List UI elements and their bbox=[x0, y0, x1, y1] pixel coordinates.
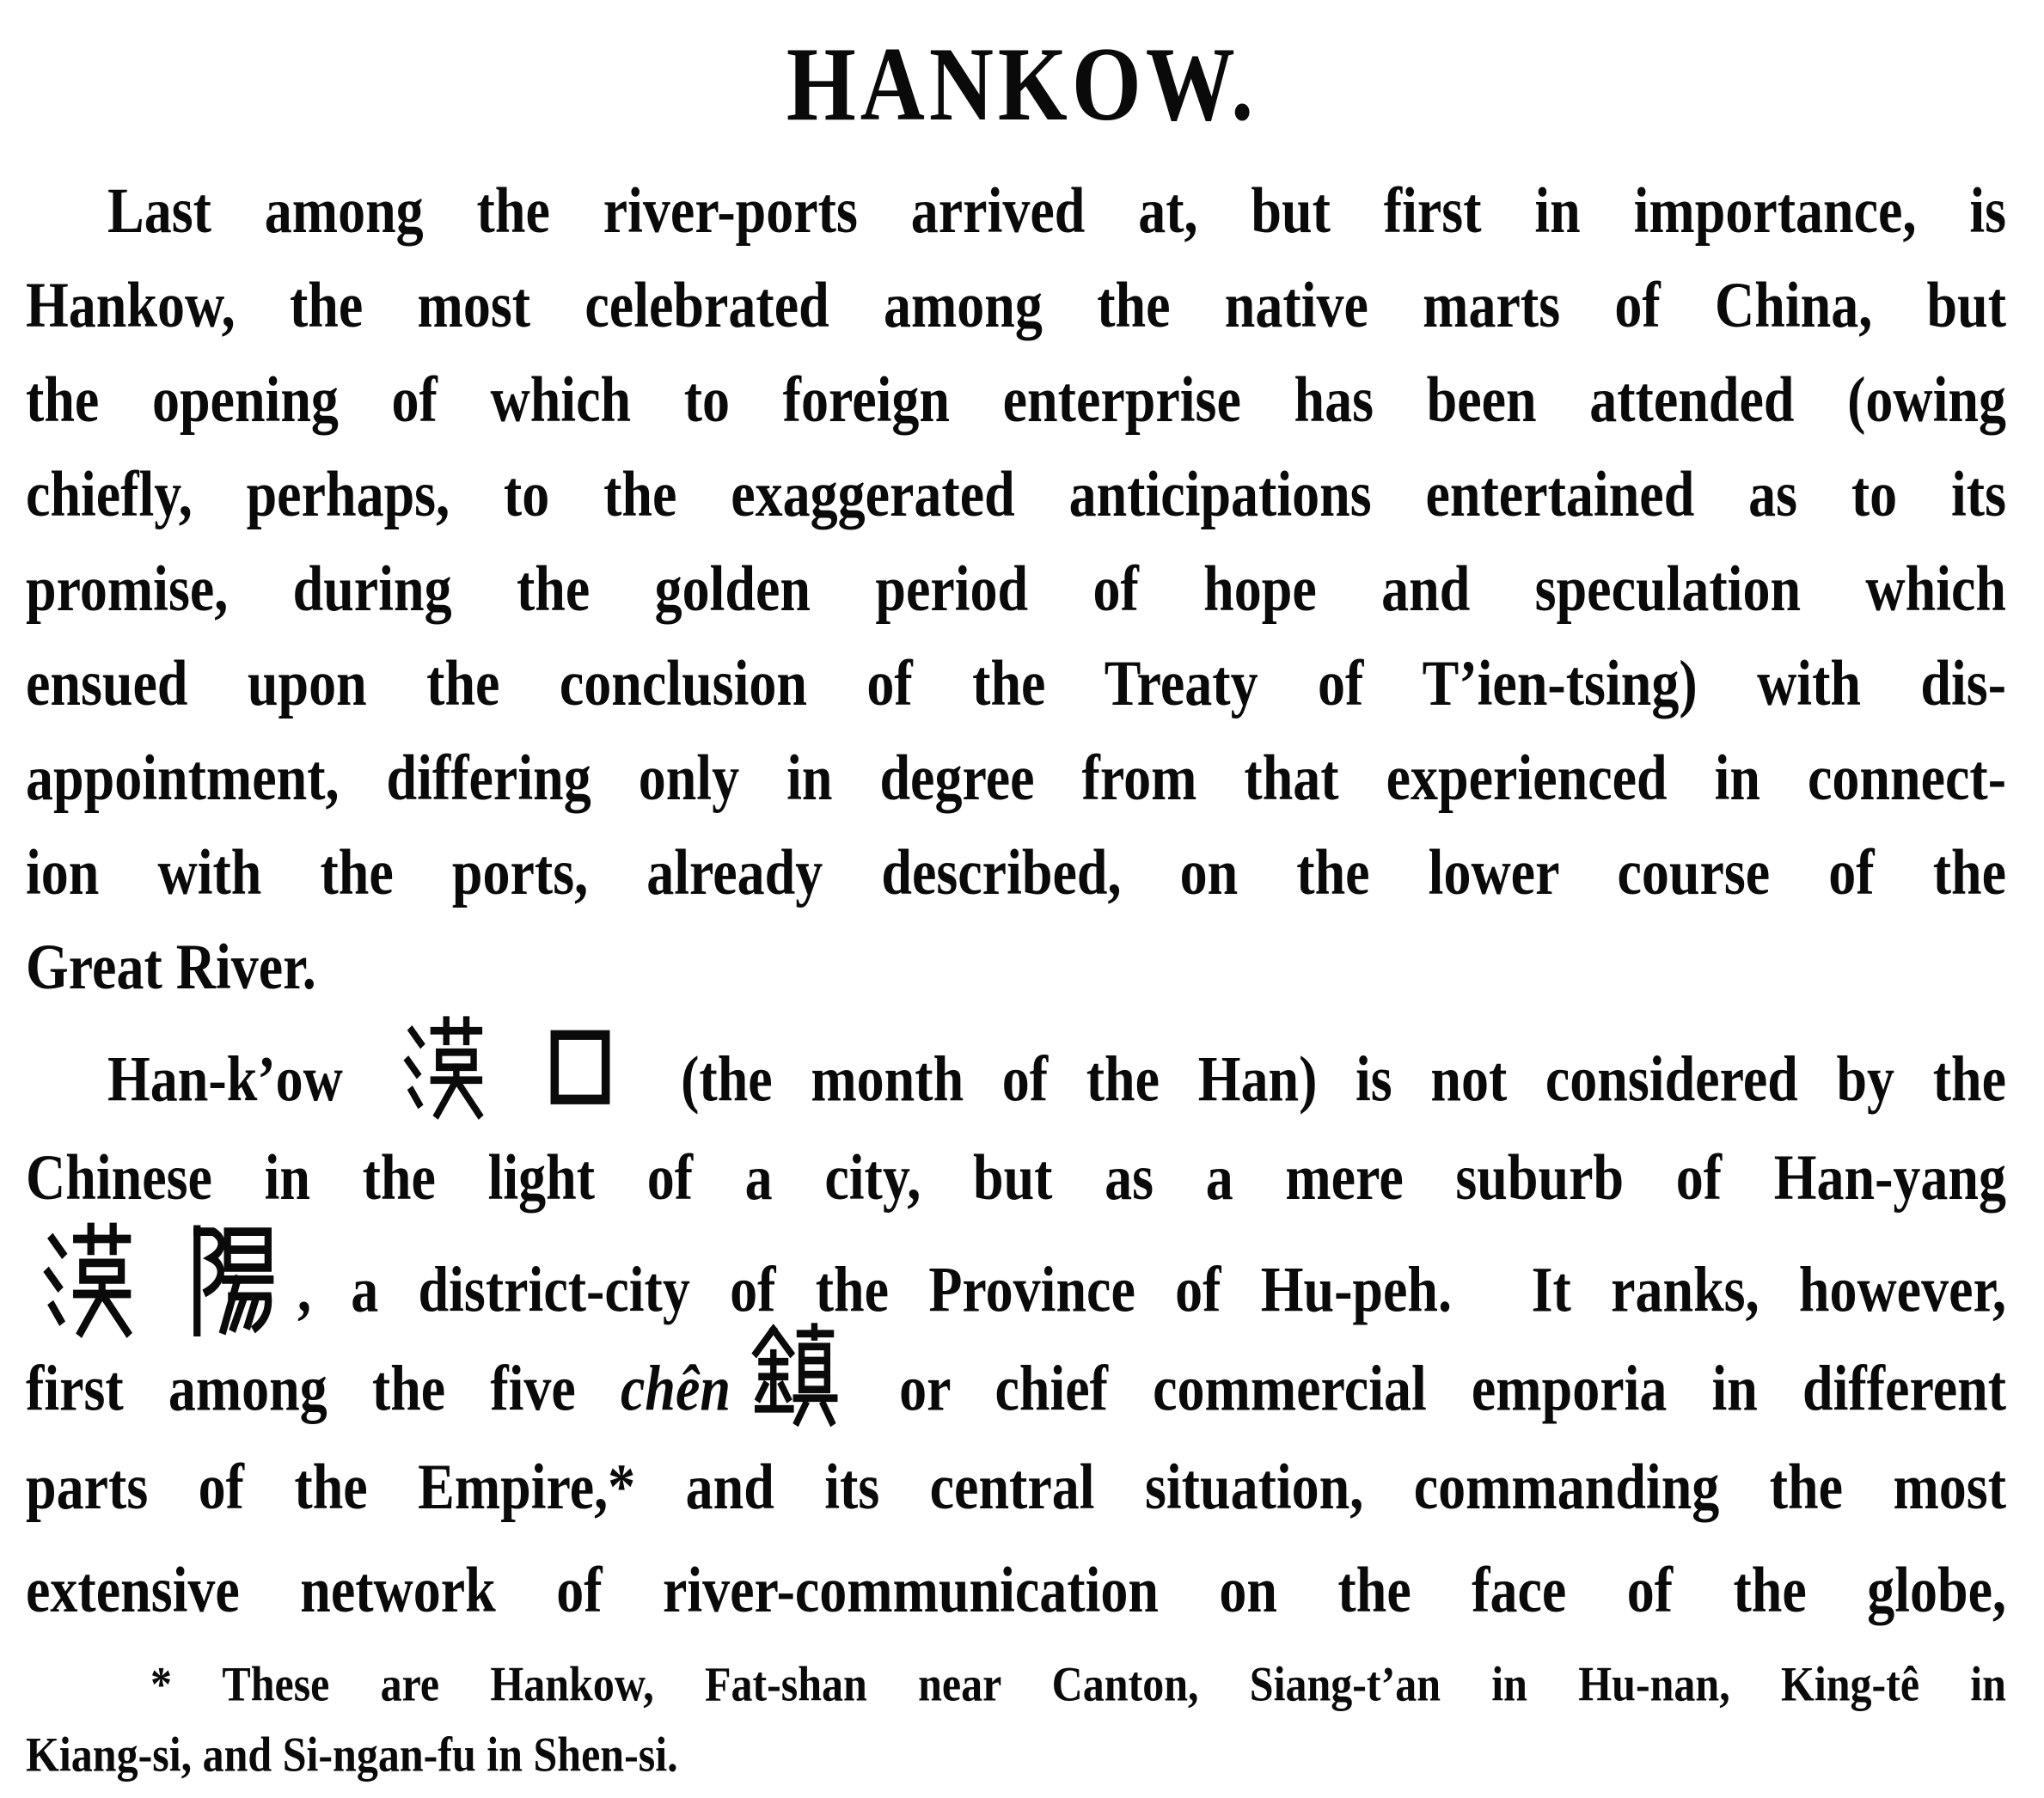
text-line bbox=[26, 1643, 2006, 1724]
hanzi-glyph-han-icon bbox=[388, 1013, 498, 1121]
text-run: chiefly, perhaps, to the exaggerated anticipations entertained as to its bbox=[26, 457, 2006, 530]
page-title: HANKOW. bbox=[786, 26, 1258, 144]
hanzi-glyph-han-icon bbox=[26, 1220, 148, 1339]
text-run: , a district-city of the Province of Hu-peh. It ranks, however, bbox=[297, 1253, 2006, 1325]
romanization-italic: chên bbox=[620, 1352, 731, 1425]
text-run: or chief commercial emporia in different bbox=[854, 1352, 2007, 1425]
paragraph-1 bbox=[26, 163, 2006, 1014]
text-run: ion with the ports, already described, on the lower course of the bbox=[26, 835, 2006, 908]
text-line bbox=[26, 911, 2006, 1023]
text-run: the opening of which to foreign enterprise has been attended (owing bbox=[26, 363, 2006, 436]
text-run: * These are Hankow, Fat-shan near Canton, Siang-t’an in Hu-nan, King-tê in bbox=[150, 1655, 2006, 1712]
page-body bbox=[0, 163, 2044, 1789]
text-run: Kiang-si, and Si-ngan-fu in Shen-si. bbox=[26, 1726, 678, 1783]
hanzi-glyph-chen-icon bbox=[737, 1323, 848, 1430]
hanzi-glyph-kou-icon bbox=[525, 1013, 635, 1121]
text-run: (the month of the Han) is not considered by the bbox=[642, 1043, 2007, 1116]
footnote bbox=[26, 1648, 2006, 1789]
text-run: extensive network of river-communication on the face of the globe, bbox=[26, 1553, 2006, 1626]
text-run: Last among the river-ports arrived at, but first in importance, is bbox=[107, 174, 2006, 247]
paragraph-2 bbox=[26, 1023, 2006, 1642]
text-run: parts of the Empire,* and its central situation, commanding the most bbox=[26, 1450, 2006, 1523]
text-run: Great River. bbox=[26, 930, 316, 1003]
text-line bbox=[26, 1714, 2006, 1795]
text-run: Hankow, the most celebrated among the native marts of China, but bbox=[26, 268, 2006, 341]
text-line bbox=[26, 1529, 2006, 1651]
hanzi-glyph-yang-icon bbox=[168, 1220, 291, 1339]
text-run: Chinese in the light of a city, but as a mere suburb of Han-yang bbox=[26, 1141, 2006, 1214]
text-run: Han-k’ow bbox=[107, 1043, 382, 1116]
text-run: appointment, differing only in degree from that experienced in connect- bbox=[26, 741, 2006, 814]
text-run: first among the five bbox=[26, 1352, 621, 1425]
text-run: promise, during the golden period of hope and speculation which bbox=[26, 552, 2006, 625]
text-run: ensued upon the conclusion of the Treaty of T’ien-tsing) with dis- bbox=[26, 646, 2006, 719]
